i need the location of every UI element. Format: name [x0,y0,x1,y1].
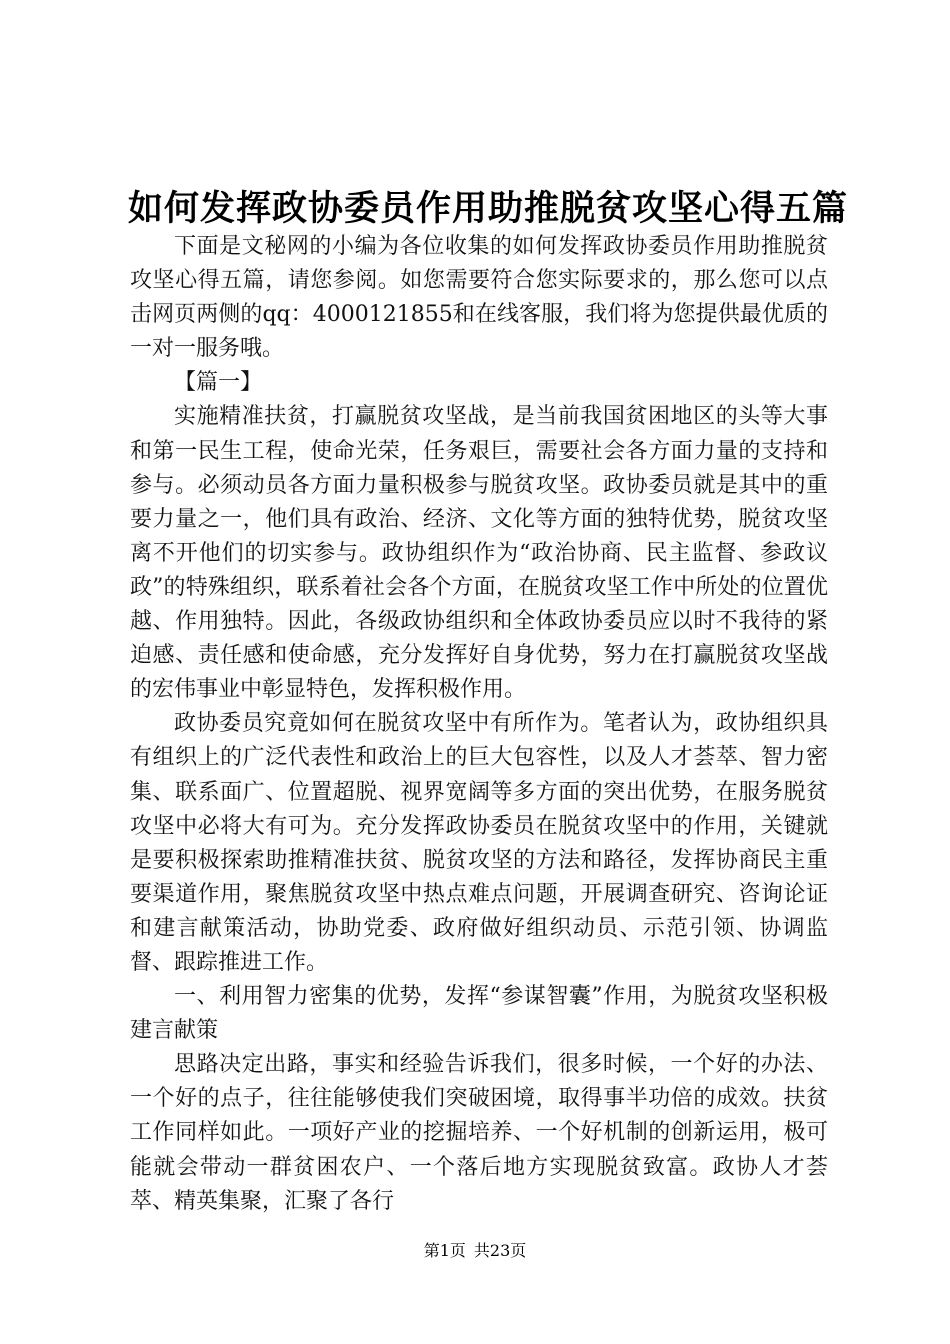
document-body [130,230,828,1219]
body-paragraph: 思路决定出路，事实和经验告诉我们，很多时候，一个好的办法、一个好的点子，往往能够使我们突破困境，取得事半功倍的成效。扶贫工作同样如此。一项好产业的挖掘培养、一个好机制的创新运用，极可能就会带动一群贫困农户、一个落后地方实现脱贫致富。政协人才荟萃、精英集聚，汇聚了各行 [130,1052,828,1214]
intro-paragraph: 下面是文秘网的小编为各位收集的如何发挥政协委员作用助推脱贫攻坚心得五篇，请您参阅。如您需要符合您实际要求的，那么您可以点击网页两侧的qq：4000121855和在线客服，我们将为您提供最优质的一对一服务哦。 [130,234,828,362]
subheading-paragraph: 一、利用智力密集的优势，发挥“参谋智囊”作用，为脱贫攻坚积极建言献策 [130,984,828,1044]
page-total: 共23页 [473,1241,527,1260]
body-paragraph: 政协委员究竟如何在脱贫攻坚中有所作为。笔者认为，政协组织具有组织上的广泛代表性和政治上的巨大包容性，以及人才荟萃、智力密集、联系面广、位置超脱、视界宽阔等多方面的突出优势，在服务脱贫攻坚中必将大有可为。充分发挥政协委员在脱贫攻坚中的作用，关键就是要积极探索助推精准扶贫、脱贫攻坚的方法和路径，发挥协商民主重要渠道作用，聚焦脱贫攻坚中热点难点问题，开展调查研究、咨询论证和建言献策活动，协助党委、政府做好组织动员、示范引领、协调监督、跟踪推进工作。 [130,711,828,975]
document-title: 如何发挥政协委员作用助推脱贫攻坚心得五篇 [128,188,849,229]
section-heading-part-one: 【篇一】 [174,370,263,396]
body-paragraph: 实施精准扶贫，打赢脱贫攻坚战，是当前我国贫困地区的头等大事和第一民生工程，使命光荣，任务艰巨，需要社会各方面力量的支持和参与。必须动员各方面力量积极参与脱贫攻坚。政协委员就是其中的重要力量之一，他们具有政治、经济、文化等方面的独特优势，脱贫攻坚离不开他们的切实参与。政协组织作为“政治协商、民主监督、参政议政”的特殊组织，联系着社会各个方面，在脱贫攻坚工作中所处的位置优越、作用独特。因此，各级政协组织和全体政协委员应以时不我待的紧迫感、责任感和使命感，充分发挥好自身优势，努力在打赢脱贫攻坚战的宏伟事业中彰显特色，发挥积极作用。 [130,404,828,703]
page-number: 第1页 [423,1241,466,1260]
page-footer [0,1239,950,1263]
